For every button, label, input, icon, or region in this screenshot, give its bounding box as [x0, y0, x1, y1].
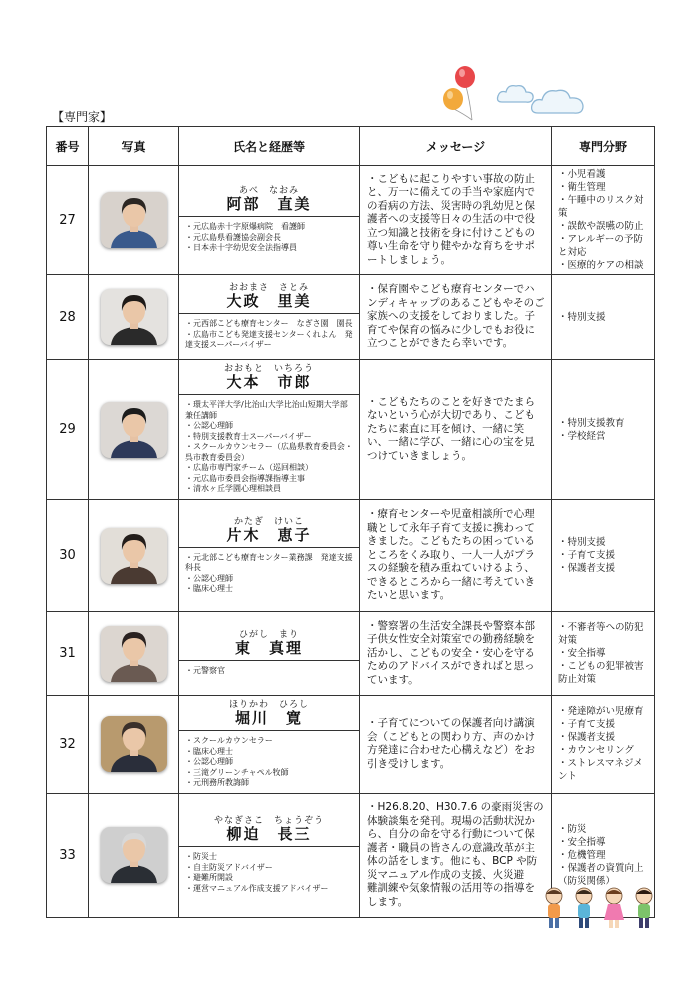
career-item: ・ 元警察官 — [185, 666, 355, 677]
career-list — [179, 731, 359, 793]
message-text: ・子育てについての保護者向け講演会（こどもとの関わり方、声のかけ方発達に合わせた心構えなど）をお引き受けします。 — [360, 696, 552, 794]
message-text: ・こどもに起こりやすい事故の防止と、万一に備えての手当や家庭内での看病の方法、災害時の乳幼児と保護者への支援等日々の生活の中で役立つ知識と技術を身に付けこどもの尊い生命を守り健やかな育ちをサポートしましょう。 — [360, 166, 552, 275]
career-item: ・ 元広島市委員会指導課指導主事 — [185, 474, 355, 485]
field-item: ・ 保護者の資質向上（防災関係） — [558, 862, 651, 888]
header-photo: 写真 — [89, 127, 179, 166]
cloud-icon — [530, 86, 586, 118]
career-item: ・ 臨床心理士 — [185, 584, 355, 595]
field-list — [558, 823, 651, 888]
career-item: ・ 公認心理師 — [185, 757, 355, 768]
field-item: ・ 子育て支援 — [558, 718, 651, 731]
expert-number: 29 — [47, 360, 89, 500]
career-item: ・ 特別支援教育士スーパーバイザー — [185, 432, 355, 443]
career-list — [179, 395, 359, 499]
career-list — [179, 314, 359, 355]
person-photo — [101, 716, 167, 772]
header-name-career: 氏名と経歴等 — [179, 127, 360, 166]
field-list — [558, 621, 651, 686]
career-item: ・ 公認心理師 — [185, 421, 355, 432]
name-furigana: かたぎ けいこ — [233, 516, 304, 527]
field-item: ・ カウンセリング — [558, 744, 651, 757]
career-item: ・ 元広島県看護協会副会長 — [185, 233, 355, 244]
field-cell — [552, 696, 655, 794]
name-furigana: おおまさ さとみ — [228, 283, 309, 294]
expert-name: 柳迫 長三 — [226, 825, 312, 843]
expert-number: 31 — [47, 612, 89, 696]
table-header-row — [47, 127, 655, 166]
field-item: ・ 午睡中のリスク対策 — [558, 194, 651, 220]
name-career-cell — [179, 696, 360, 794]
field-list — [558, 417, 651, 443]
section-title: 【専門家】 — [52, 110, 113, 124]
name-box — [179, 626, 359, 661]
expert-number: 32 — [47, 696, 89, 794]
career-item: ・ 広島市専門家チーム（巡回相談） — [185, 463, 355, 474]
name-box — [179, 360, 359, 395]
photo-cell — [89, 793, 179, 917]
expert-name: 片木 恵子 — [226, 525, 312, 544]
message-text: ・こどもたちのことを好きでたまらないという心が大切であり、こどもたちに素直に耳を傾け、一緒に笑い、一緒に学び、一緒に心の宝を見つけていきましょう。 — [360, 360, 552, 500]
photo-cell — [89, 166, 179, 275]
career-item: ・ 清水ヶ丘学園心理相談員 — [185, 484, 355, 495]
person-photo — [101, 827, 167, 883]
career-item: ・ 公認心理師 — [185, 574, 355, 585]
field-list — [558, 536, 651, 575]
career-item: ・ 自主防災アドバイザー — [185, 863, 355, 874]
photo-cell — [89, 696, 179, 794]
field-cell — [552, 275, 655, 360]
name-career-cell — [179, 360, 360, 500]
career-item: ・ 元北部こども療育センター業務課 発達支援科長 — [185, 553, 355, 574]
field-item: ・ 保護者支援 — [558, 562, 651, 575]
field-item: ・ 不審者等への防犯対策 — [558, 621, 651, 647]
career-list — [179, 661, 359, 681]
field-item: ・ こどもの犯罪被害防止対策 — [558, 660, 651, 686]
expert-table — [46, 126, 655, 918]
name-box — [179, 513, 359, 548]
field-item: ・ ストレスマネジメント — [558, 757, 651, 783]
name-box — [179, 182, 359, 217]
message-text: ・療育センターや児童相談所で心理職として永年子育て支援に携わってきました。こどもたちの困っているところをくみ取り、一人一人がプラスの経験を積み重ねていけるよう、できるところから一緒に考えていきたいと思います。 — [360, 500, 552, 612]
career-item: ・ 元西部こども療育センター なぎさ園 園長 — [185, 319, 355, 330]
career-item: ・ スクールカウンセラー（広島県教育委員会・呉市教育委員会） — [185, 442, 355, 463]
field-item: ・ 学校経営 — [558, 430, 651, 443]
header-number: 番号 — [47, 127, 89, 166]
table-row — [47, 500, 655, 612]
field-list — [558, 168, 651, 272]
field-item: ・ 小児看護 — [558, 168, 651, 181]
field-cell — [552, 500, 655, 612]
career-list — [179, 847, 359, 898]
person-photo — [101, 402, 167, 458]
field-item: ・ 誤飲や誤嚥の防止 — [558, 220, 651, 233]
expert-number: 27 — [47, 166, 89, 275]
person-photo — [101, 626, 167, 682]
field-item: ・ 発達障がい児療育 — [558, 705, 651, 718]
header-message: メッセージ — [360, 127, 552, 166]
name-career-cell — [179, 275, 360, 360]
career-item: ・ 臨床心理士 — [185, 747, 355, 758]
career-item: ・ スクールカウンセラー — [185, 736, 355, 747]
field-list — [558, 311, 651, 324]
photo-cell — [89, 275, 179, 360]
name-furigana: おおもと いちろう — [223, 364, 314, 375]
expert-name: 大政 里美 — [226, 292, 312, 311]
career-list — [179, 217, 359, 258]
field-item: ・ 医療的ケアの相談 — [558, 259, 651, 272]
field-list — [558, 705, 651, 783]
table-row — [47, 275, 655, 360]
career-item: ・ 広島市こども発達支援センターくれよん 発達支援スーパーバイザー — [185, 330, 355, 351]
message-text: ・保育園やこども療育センターでハンディキャップのあるこどもやそのご家族への支援をしておりました。子育てや保育の悩みに少しでもお役に立つことができたら幸いです。 — [360, 275, 552, 360]
field-item: ・ 安全指導 — [558, 836, 651, 849]
field-item: ・ 保護者支援 — [558, 731, 651, 744]
table-row — [47, 612, 655, 696]
field-item: ・ 危機管理 — [558, 849, 651, 862]
name-career-cell — [179, 500, 360, 612]
expert-name: 大本 市郎 — [226, 373, 312, 392]
field-item: ・ 防災 — [558, 823, 651, 836]
name-box — [179, 812, 359, 847]
message-text: ・H26.8.20、H30.7.6 の豪雨災害の体験談集を発刊。現場の活動状況から、自分の命を守る行動について保護者・職員の皆さんの意識改革が主体の話をします。他にも、BCP や防災マニュアル作成の支援、火災避 難訓練や気象情報の活用等の指導をします。 — [360, 793, 552, 917]
person-photo — [101, 192, 167, 248]
name-furigana: あべ なおみ — [238, 186, 299, 197]
expert-number: 28 — [47, 275, 89, 360]
field-item: ・ 特別支援 — [558, 311, 651, 324]
photo-cell — [89, 500, 179, 612]
name-furigana: ひがし まり — [238, 630, 299, 641]
name-box — [179, 279, 359, 314]
field-cell — [552, 612, 655, 696]
career-item: ・ 環太平洋大学/比治山大学比治山短期大学部兼任講師 — [185, 400, 355, 421]
career-item: ・ 元刑務所教誨師 — [185, 778, 355, 789]
field-item: ・ 特別支援 — [558, 536, 651, 549]
name-career-cell — [179, 612, 360, 696]
expert-name: 東 真理 — [234, 639, 303, 658]
field-cell — [552, 360, 655, 500]
name-box — [179, 696, 359, 731]
career-item: ・ 元広島赤十字原爆病院 看護師 — [185, 222, 355, 233]
children-illustration — [540, 886, 666, 932]
name-career-cell — [179, 166, 360, 275]
field-item: ・ 安全指導 — [558, 647, 651, 660]
expert-number: 30 — [47, 500, 89, 612]
expert-name: 堀川 寛 — [234, 709, 303, 727]
field-item: ・ 衛生管理 — [558, 181, 651, 194]
photo-cell — [89, 360, 179, 500]
name-furigana: ほりかわ ひろし — [228, 700, 309, 710]
header-field: 専門分野 — [552, 127, 655, 166]
field-item: ・ 子育て支援 — [558, 549, 651, 562]
career-item: ・ 防災士 — [185, 852, 355, 863]
person-photo — [101, 528, 167, 584]
career-item: ・ 運営マニュアル作成支援アドバイザー — [185, 884, 355, 895]
table-row — [47, 696, 655, 794]
message-text: ・警察署の生活安全課長や警察本部子供女性安全対策室での勤務経験を活かし、こどもの安全・安心を守るためのアドバイスができればと思っています。 — [360, 612, 552, 696]
career-item: ・ 三滝グリーンチャペル牧師 — [185, 768, 355, 779]
career-list — [179, 548, 359, 599]
field-cell — [552, 166, 655, 275]
career-item: ・ 避難所開設 — [185, 873, 355, 884]
photo-cell — [89, 612, 179, 696]
name-furigana: やなぎさこ ちょうぞう — [213, 816, 324, 826]
person-photo — [101, 289, 167, 345]
expert-name: 阿部 直美 — [226, 195, 312, 214]
expert-number: 33 — [47, 793, 89, 917]
career-item: ・ 日本赤十字幼児安全法指導員 — [185, 243, 355, 254]
field-item: ・ アレルギーの予防と対応 — [558, 233, 651, 259]
table-row — [47, 166, 655, 275]
field-item: ・ 特別支援教育 — [558, 417, 651, 430]
name-career-cell — [179, 793, 360, 917]
table-row — [47, 360, 655, 500]
